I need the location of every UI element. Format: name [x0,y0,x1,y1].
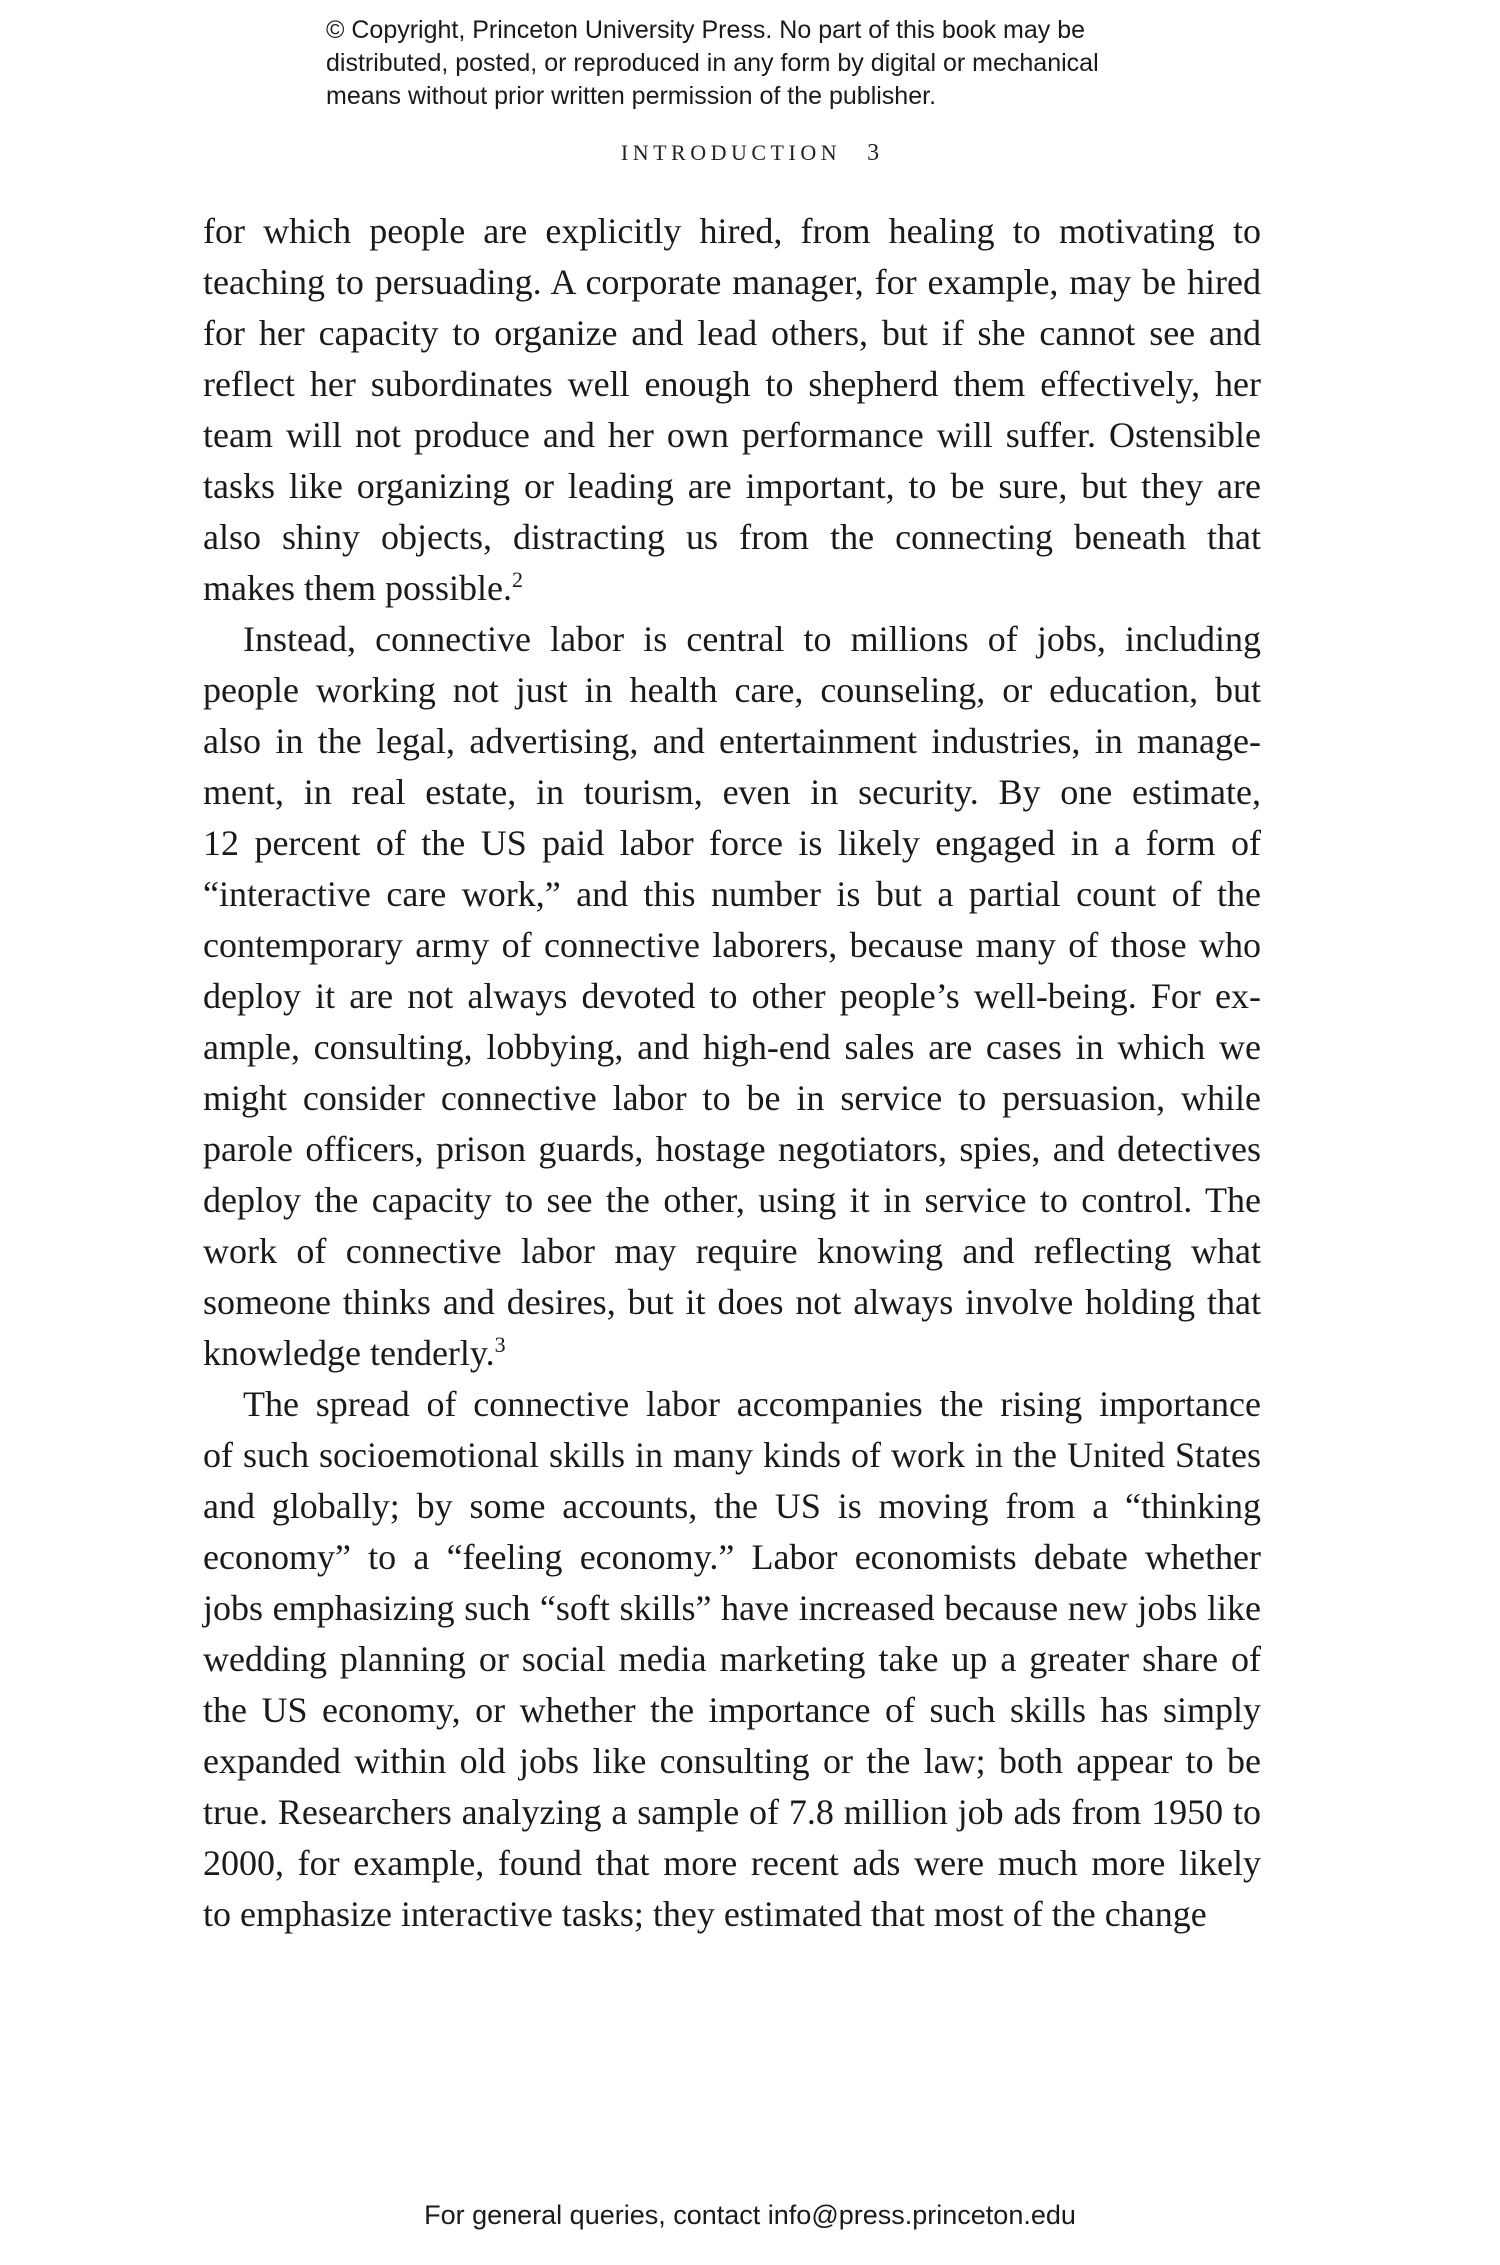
text-line [203,1634,1261,1685]
text-line [203,563,1261,614]
line-text: might consider connective labor to be in service to persuasion, while [203,1078,1261,1118]
text-line [203,1532,1261,1583]
running-head [0,140,1500,167]
text-line [203,869,1261,920]
line-text: people working not just in health care, counseling, or education, but [203,670,1261,710]
line-text: ample, consulting, lobbying, and high-end sales are cases in which we [203,1027,1261,1067]
line-text: deploy it are not always devoted to other people’s well-being. For ex- [203,976,1261,1016]
copyright-line: distributed, posted, or reproduced in any form by digital or mechanical [326,49,1099,77]
text-line [203,1685,1261,1736]
line-text: also in the legal, advertising, and entertainment industries, in manage- [203,721,1261,761]
line-text: true. Researchers analyzing a sample of 7.8 million job ads from 1950 to [203,1792,1261,1832]
text-line [203,1277,1261,1328]
text-line [203,1787,1261,1838]
text-line [203,1838,1261,1889]
footer-contact: For general queries, contact info@press.princeton.edu [424,2200,1076,2230]
line-text: contemporary army of connective laborers, because many of those who [203,925,1261,965]
text-line [203,1379,1261,1430]
line-text: Instead, connective labor is central to millions of jobs, including [243,619,1261,659]
paragraph [203,1379,1261,1940]
page-number: 3 [867,140,880,166]
text-line [203,1430,1261,1481]
line-text: reflect her subordinates well enough to shepherd them effectively, her [203,364,1261,404]
line-text: wedding planning or social media marketing take up a greater share of [203,1639,1261,1679]
text-line [203,920,1261,971]
text-line [203,1889,1261,1940]
line-text: also shiny objects, distracting us from the connecting beneath that [203,517,1261,557]
line-text: for her capacity to organize and lead others, but if she cannot see and [203,313,1261,353]
text-line [203,1022,1261,1073]
body-text [203,206,1261,1940]
copyright-line: © Copyright, Princeton University Press. No part of this book may be [326,16,1086,44]
line-text: teaching to persuading. A corporate manager, for example, may be hired [203,262,1261,302]
line-text: 2000, for example, found that more recent ads were much more likely [203,1843,1261,1883]
line-text: parole officers, prison guards, hostage negotiators, spies, and detectives [203,1129,1261,1169]
text-line [203,308,1261,359]
text-line [203,1073,1261,1124]
text-line [203,1175,1261,1226]
line-text: work of connective labor may require knowing and reflecting what [203,1231,1261,1271]
line-text: and globally; by some accounts, the US is moving from a “thinking [203,1486,1261,1526]
chapter-title: INTRODUCTION [620,140,842,165]
text-line [203,614,1261,665]
line-text: to emphasize interactive tasks; they estimated that most of the change [203,1894,1207,1934]
text-line [203,818,1261,869]
line-text: for which people are explicitly hired, from healing to motivating to [203,211,1261,251]
line-text: “interactive care work,” and this number is but a partial count of the [203,874,1261,914]
text-line [203,1226,1261,1277]
line-text: the US economy, or whether the importance of such skills has simply [203,1690,1261,1730]
footnote-reference: 3 [494,1332,506,1357]
line-text: team will not produce and her own performance will suffer. Ostensible [203,415,1261,455]
line-text: 12 percent of the US paid labor force is likely engaged in a form of [203,823,1261,863]
line-text: jobs emphasizing such “soft skills” have increased because new jobs like [203,1588,1261,1628]
text-line [203,665,1261,716]
text-line [203,257,1261,308]
text-line [203,767,1261,818]
text-line [203,206,1261,257]
text-line [203,1328,1261,1379]
line-text: knowledge tenderly. [203,1333,495,1373]
copyright-notice [326,14,1226,113]
footnote-reference: 2 [511,567,523,592]
line-text: someone thinks and desires, but it does not always involve holding that [203,1282,1261,1322]
text-line [203,1124,1261,1175]
line-text: makes them possible. [203,568,512,608]
text-line [203,1583,1261,1634]
copyright-line: means without prior written permission of the publisher. [326,82,937,110]
line-text: ment, in real estate, in tourism, even in security. By one estimate, [203,772,1261,812]
text-line [203,1481,1261,1532]
text-line [203,461,1261,512]
text-line [203,410,1261,461]
line-text: The spread of connective labor accompanies the rising importance [243,1384,1261,1424]
line-text: economy” to a “feeling economy.” Labor economists debate whether [203,1537,1261,1577]
line-text: expanded within old jobs like consulting or the law; both appear to be [203,1741,1261,1781]
line-text: tasks like organizing or leading are important, to be sure, but they are [203,466,1261,506]
text-line [203,971,1261,1022]
text-line [203,359,1261,410]
paragraph [203,206,1261,614]
line-text: deploy the capacity to see the other, using it in service to control. The [203,1180,1261,1220]
text-line [203,1736,1261,1787]
line-text: of such socioemotional skills in many kinds of work in the United States [203,1435,1261,1475]
paragraph [203,614,1261,1379]
text-line [203,512,1261,563]
text-line [203,716,1261,767]
